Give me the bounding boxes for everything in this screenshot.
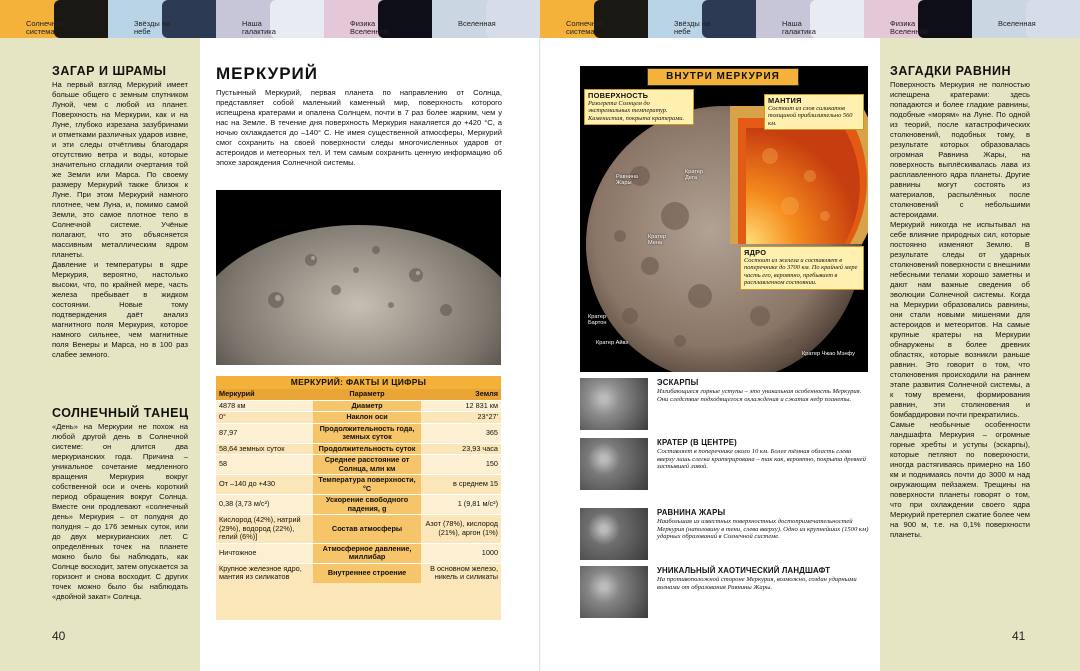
mercury-value: 58,64 земных суток (216, 443, 313, 455)
facts-row (216, 563, 501, 583)
surface-label: ПОВЕРХНОСТЬ (588, 91, 649, 100)
facts-row (216, 495, 501, 515)
earth-value: 1000 (421, 543, 501, 563)
earth-value: 23,93 часа (421, 443, 501, 455)
parameter-name: Наклон оси (313, 412, 421, 424)
mercury-horizon-image (216, 190, 501, 365)
facts-table (216, 376, 501, 620)
section-tab[interactable] (540, 0, 648, 38)
diagram-title: ВНУТРИ МЕРКУРИЯ (647, 68, 799, 86)
page-title: МЕРКУРИЙ (216, 64, 318, 83)
core-label: ЯДРО (744, 248, 767, 257)
paragraph: Меркурий никогда не испытывал на себе влияние природных сил, которые постоянно изменяют Землю. В результате следы от ударных столкновений поверхности с внешними небесными телами хорошо заметны и дают нам важные сведения об эволюции Солнечной системы. Когда на Меркурии образовались равнины, они стали новыми мишенями для астероидов и метеоритов. На самые крупные кратеры на Меркурии обнаружены в более древних областях, которые возникли раньше равнин. Это говорит о том, что столкновения происходили на раннем этапе развития Солнечной системы, а к тому времени, формирования равнин, эти столкновения и бомбардировки почти прекратились. (890, 220, 1030, 419)
page-fold (539, 38, 541, 671)
feature-photo (580, 566, 648, 618)
heading-plains-mysteries: ЗАГАДКИ РАВНИН (890, 64, 1011, 78)
mercury-value: 0° (216, 412, 313, 424)
feature-photo (580, 438, 648, 490)
mercury-value: Крупное железное ядро, мантия из силикатов (216, 563, 313, 583)
earth-value: 23°27' (421, 412, 501, 424)
section-tab-label: Солнечная система (566, 19, 605, 36)
facts-grid (216, 389, 501, 583)
facts-row (216, 455, 501, 475)
section-tab-label: Звёзды на небе (134, 19, 171, 36)
section-tab[interactable] (432, 0, 540, 38)
section-tab-label: Вселенная (998, 19, 1036, 28)
core-callout (740, 246, 864, 290)
section-tab[interactable] (972, 0, 1080, 38)
page-number-right: 41 (1012, 629, 1026, 643)
section-tab[interactable] (864, 0, 972, 38)
facts-row (216, 515, 501, 544)
surface-callout (584, 89, 694, 125)
feature-description: Изгибающиеся горные уступы – это уникальная особенность Меркурия. Они следствие подходящегося охлаждения и сжатия недр планеты. (657, 388, 862, 403)
section-tab[interactable] (648, 0, 756, 38)
paragraph: Поверхность Меркурия не полностью испещрена кратерами: здесь попадаются и более гладкие равнины, подобные «морям» на Луне. По одной из теорий, после катастрофических столкновений, подобных тому, в результате которых образовалась огромная Равнина Жары, на поверхность выплёскивалась лава из расплавленного ядра планеты. Другие равнины могут состоять из материалов, распылённых после столкновений с небольшими астероидами. (890, 80, 1030, 219)
section-tab-label: Вселенная (458, 19, 496, 28)
facts-row (216, 443, 501, 455)
left-column-text (52, 80, 188, 360)
feature-title: ЭСКАРПЫ (657, 378, 699, 387)
earth-value: 1 (9,81 м/с²) (421, 495, 501, 515)
label-dega-crater: Кратер Дега (685, 169, 704, 181)
mercury-value: Кислород (42%), натрий (29%), водород (22%), гелий (6%)] (216, 515, 313, 544)
section-tab-label: Физика Вселенной (890, 19, 928, 36)
section-tab[interactable] (756, 0, 864, 38)
mercury-value: 87,97 (216, 423, 313, 443)
feature-photo (580, 378, 648, 430)
heading-tan-and-scars: ЗАГАР И ШРАМЫ (52, 64, 167, 78)
lead-paragraph: Пустынный Меркурий, первая планета по направлению от Солнца, представляет собой маленький каменный мир, поверхность которого испещрена кратерами и опалена Солнцем, почти в 7 раз более жарким, чем у нас на Земле. В течение дня поверхность Меркурия накаляется до +420 °C, а ночью охлаждается до –140° C. Не имея существенной атмосферы, Меркурий смог сохранить на своей поверхности следы многочисленных ударов от астероидов и метеорных тел. И тем самым сохранить ценную информацию об эпохе зарождения Солнечной системы. (216, 88, 502, 167)
section-tab[interactable] (324, 0, 432, 38)
parameter-name: Внутреннее строение (313, 563, 421, 583)
feature-title: РАВНИНА ЖАРЫ (657, 508, 726, 517)
earth-value: 150 (421, 455, 501, 475)
col-header-earth: Земля (421, 389, 501, 400)
parameter-name: Продолжительность суток (313, 443, 421, 455)
label-ivz-crater: Кратер Айвз (596, 340, 628, 346)
core-desc: Состоит из железа и составляет в поперечнике до 3700 км. По крайней мере часть его, вероятно, пребывает в расплавленном состоянии. (744, 256, 858, 286)
feature-description: Составляет в поперечнике около 10 км. Более тёмная область слева вверху лишь слегка кратерирована – так как, вероятно, покрыта древней застывшей лавой. (657, 448, 866, 471)
section-tab-label: Звёзды на небе (674, 19, 711, 36)
parameter-name: Среднее расстояние от Солнца, млн км (313, 455, 421, 475)
section-tab[interactable] (108, 0, 216, 38)
feature-description: Наибольшая из известных поверхностных достопримечательностей Меркурия (наполовину в тени, слева вверху). Одно из крупнейших (1500 км) ударных образований в Солнечной системе. (657, 518, 869, 541)
feature-photo (580, 508, 648, 560)
section-tabs (0, 0, 1080, 38)
label-mena-crater: Кратер Мена (648, 234, 667, 246)
facts-row (216, 400, 501, 412)
right-column-text (890, 80, 1030, 540)
section-tab-label: Солнечная система (26, 19, 65, 36)
mantle-label: МАНТИЯ (768, 96, 802, 105)
mercury-value: От –140 до +430 (216, 475, 313, 495)
earth-value: В основном железо, никель и силикаты (421, 563, 501, 583)
page-number-left: 40 (52, 629, 66, 643)
col-header-param: Параметр (313, 389, 421, 400)
mercury-value: Ничтожное (216, 543, 313, 563)
mercury-value: 0,38 (3,73 м/с²) (216, 495, 313, 515)
feature-item (580, 438, 870, 494)
parameter-name: Диаметр (313, 400, 421, 412)
facts-row (216, 475, 501, 495)
feature-item (580, 508, 870, 564)
paragraph: Самые необычные особенности ландшафта Меркурия – огромные горные хребты и уступы (эскарпы), которые петляют по поверхности, иногда растягиваясь примерно на 160 км и поднимаясь почти до 3000 м над окружающим пейзажем. Трещины на поверхности планеты говорят о том, что при охлаждении своего ядра Меркурий претерпел сжатие более чем на 900 м, т.е. на 0,1% поверхности планеты. (890, 420, 1030, 539)
parameter-name: Температура поверхности, °С (313, 475, 421, 495)
mercury-value: 4878 км (216, 400, 313, 412)
section-tab[interactable] (216, 0, 324, 38)
label-barton-crater: Кратер Бартон (588, 314, 607, 326)
parameter-name: Атмосферное давление, миллибар (313, 543, 421, 563)
col-header-mercury: Меркурий (216, 389, 313, 400)
facts-row (216, 423, 501, 443)
section-tab-label: Наша галактика (242, 19, 276, 36)
earth-value: Азот (78%), кислород (21%), аргон (1%) (421, 515, 501, 544)
section-tab-label: Наша галактика (782, 19, 816, 36)
left-column-text-2 (52, 422, 188, 602)
earth-value: 12 831 км (421, 400, 501, 412)
feature-title: УНИКАЛЬНЫЙ ХАОТИЧЕСКИЙ ЛАНДШАФТ (657, 566, 831, 575)
parameter-name: Продолжительность года, земных суток (313, 423, 421, 443)
feature-item (580, 378, 870, 434)
surface-desc: Разогрета Солнцем до экстремальных температур. Каменистая, покрыта кратерами. (588, 99, 685, 122)
heading-solar-dance: СОЛНЕЧНЫЙ ТАНЕЦ (52, 406, 189, 420)
label-zhary-plain: Равнина Жары (616, 174, 639, 186)
paragraph: «День» на Меркурии не похож на любой другой день в Солнечной системе: он длится два меркурианских года. Причина – уникальное сочетание медленного вращения Меркурия вокруг собственной оси и очень короткий период обращения вокруг Солнца. Вместе они продлевают «солнечный день» Меркурия – от полудня до полудня – до 176 земных суток, или до двух меркурианских лет. С определённых точек на планете можно было бы наблюдать, как Солнце восходит, затем опускается за горизонт и снова восходит. С других точек можно было бы наблюдать «двойной закат» Солнца. (52, 422, 188, 601)
section-tab[interactable] (0, 0, 108, 38)
feature-description: На противоположной стороне Меркурия, возможно, создан ударными волнами от образования Равнины Жары. (657, 576, 857, 591)
mantle-desc: Состоит из слоя силикатов толщиной приблизительно 560 км. (768, 104, 853, 127)
paragraph: На первый взгляд Меркурий имеет больше общего с земным спутником Луной, чем с любой из планет. Поверхность на Меркурии, как и на Луне, глубоко изрезана зазубринами и отметками различных ударов извне, и эти следы отчётливы благодаря отсутствию ветра и воды, которые значительно сгладили очертания той же Земли или Марса. По своему размеру Меркурий также близок к Луне. При этом Меркурий намного плотнее, чем Луна, и, помимо самой Земли, это самое плотное тело в Солнечной системе. Учёные полагают, что это объясняется массивным металлическим ядром планеты. (52, 80, 188, 259)
feature-item (580, 566, 870, 622)
section-tab-label: Физика Вселенной (350, 19, 388, 36)
facts-title: МЕРКУРИЙ: ФАКТЫ И ЦИФРЫ (216, 376, 501, 389)
mercury-cutaway-diagram (580, 66, 868, 372)
earth-value: 365 (421, 423, 501, 443)
facts-row (216, 543, 501, 563)
feature-title: КРАТЕР (В ЦЕНТРЕ) (657, 438, 737, 447)
label-chao-crater: Кратер Чжао Мэнфу (802, 351, 855, 357)
mantle-callout (764, 94, 864, 130)
parameter-name: Состав атмосферы (313, 515, 421, 544)
facts-row (216, 412, 501, 424)
paragraph: Давление и температуры в ядре Меркурия, вероятно, настолько высоки, что, по крайней мере, часть железа пребывает в жидком состоянии. Новые тому подтверждения даёт анализ магнитного поля Меркурия, которое намного сильнее, чем магнитные поля Венеры и Марса, но в 100 раз слабее земного. (52, 260, 188, 359)
mercury-value: 58 (216, 455, 313, 475)
mercury-photo (216, 190, 501, 365)
earth-value: в среднем 15 (421, 475, 501, 495)
parameter-name: Ускорение свободного падения, g (313, 495, 421, 515)
